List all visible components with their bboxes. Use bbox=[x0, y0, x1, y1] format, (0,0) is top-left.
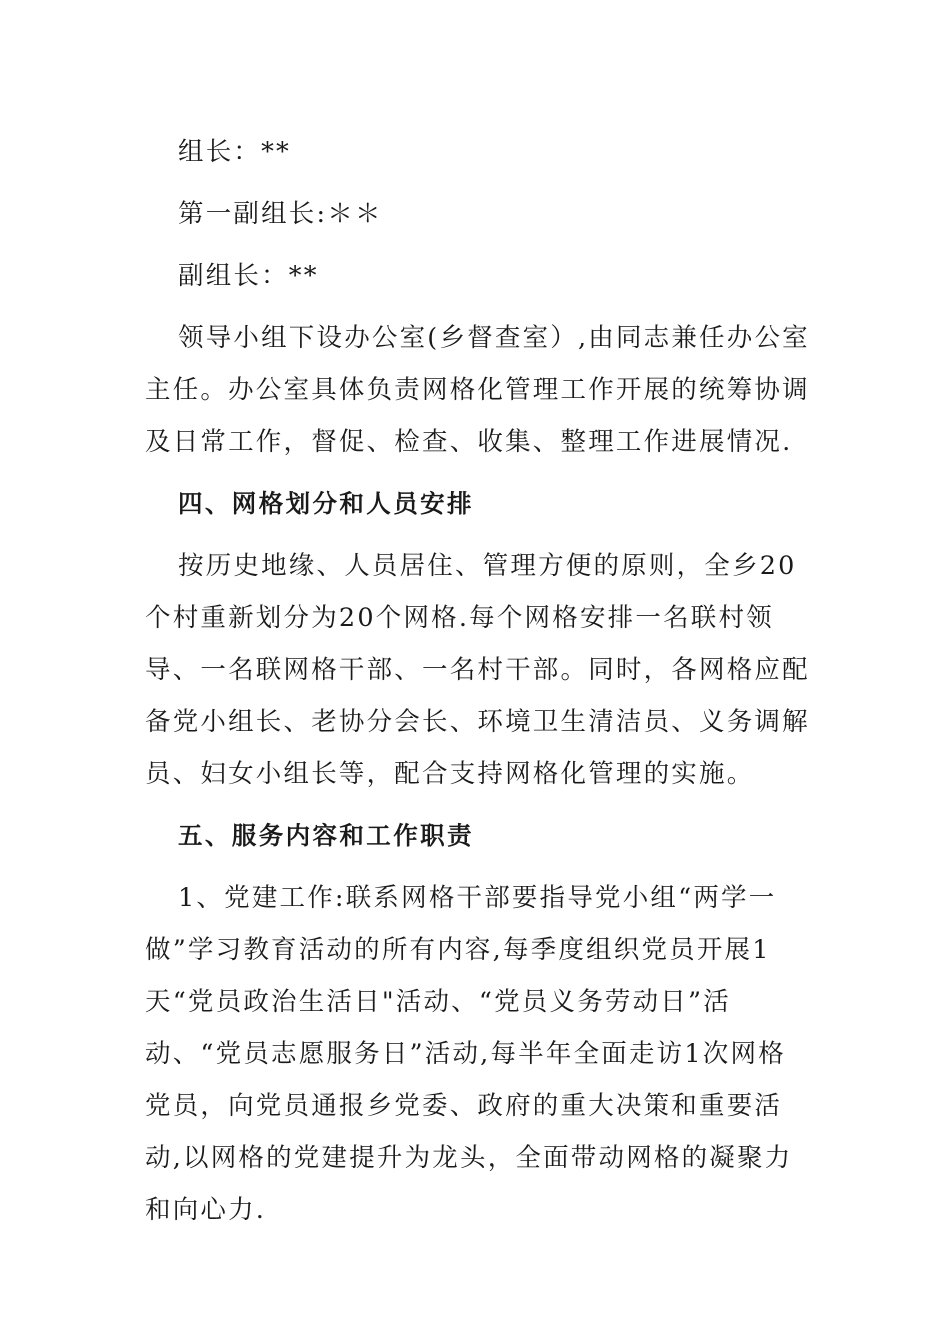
deputy-leader-line: 副组长：** bbox=[178, 261, 319, 291]
section-4-heading: 四、网格划分和人员安排 bbox=[178, 489, 474, 518]
section-4-paragraph: 按历史地缘、人员居住、管理方便的原则，全乡20个村重新划分为20个网格.每个网格安排一名联村领导、一名联网格干部、一名村干部。同时，各网格应配备党小组长、老协分会长、环境卫生清洁员、义务调解员、妇女小组长等，配合支持网格化管理的实施。 bbox=[145, 551, 810, 789]
document-body bbox=[145, 126, 810, 1246]
section-5-paragraph: 1、党建工作:联系网格干部要指导党小组“两学一做”学习教育活动的所有内容,每季度组织党员开展1天“党员政治生活日"活动、“党员义务劳动日”活动、“党员志愿服务日”活动,每半年全面走访1次网格党员，向党员通报乡党委、政府的重大决策和重要活动,以网格的党建提升为龙头，全面带动网格的凝聚力和向心力. bbox=[145, 883, 793, 1225]
first-deputy-leader-line: 第一副组长:＊＊ bbox=[178, 199, 383, 229]
office-paragraph: 领导小组下设办公室(乡督查室）,由同志兼任办公室主任。办公室具体负责网格化管理工作开展的统筹协调及日常工作，督促、检查、收集、整理工作进展情况. bbox=[145, 323, 810, 457]
section-5-heading: 五、服务内容和工作职责 bbox=[178, 821, 474, 850]
group-leader-line: 组长：** bbox=[178, 137, 292, 167]
